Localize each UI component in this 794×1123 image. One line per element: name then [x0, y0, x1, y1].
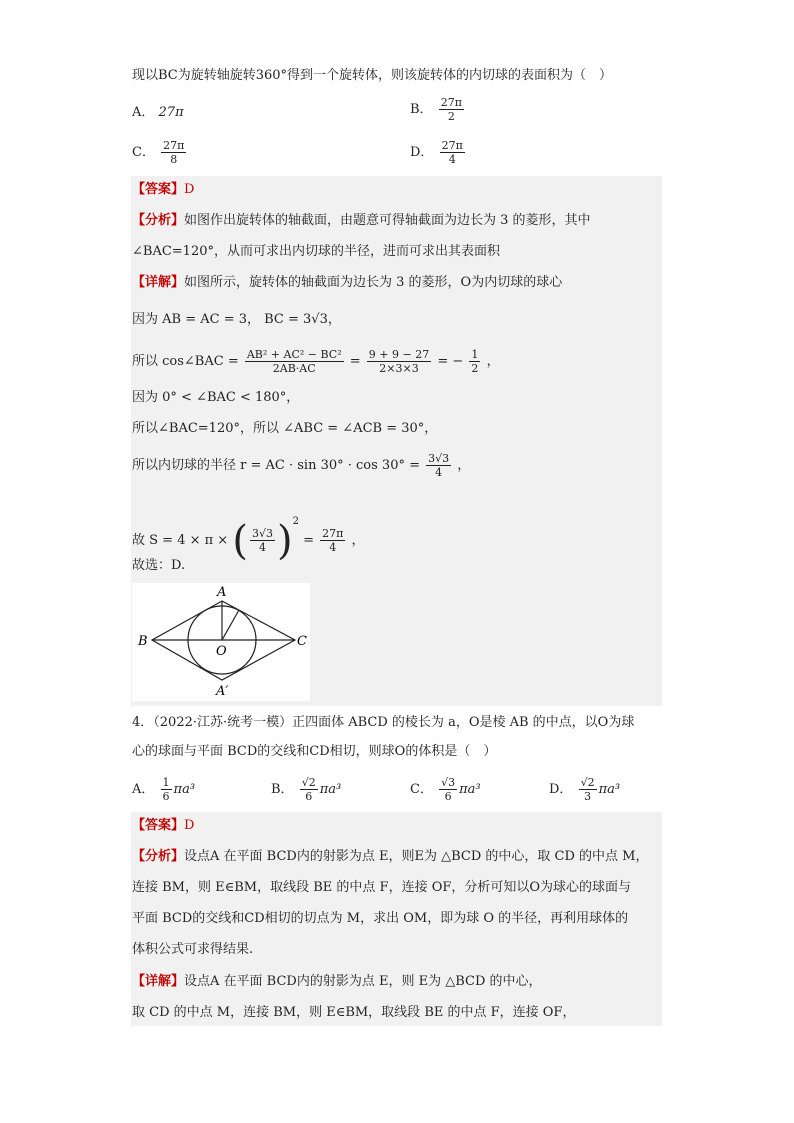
- frac-den: 6: [162, 790, 170, 803]
- q3-detail-4: 因为 0° < ∠BAC < 180°，: [132, 390, 300, 405]
- q3-detail-7: [132, 500, 365, 563]
- q4-stem-1: 4．（2022·江苏·统考一模）正四面体 ABCD 的棱长为 a，O是棱 AB 的中点，以O为球: [132, 715, 635, 730]
- q3-option-d: [410, 139, 467, 166]
- detail-tag: 【详解】: [132, 974, 185, 989]
- formula-fraction: [469, 348, 480, 375]
- exponent: 2: [292, 516, 299, 527]
- option-fraction: [300, 776, 318, 803]
- frac-den: 3: [584, 790, 592, 803]
- radius-line-tangent: [222, 610, 239, 640]
- q4-option-c: [410, 776, 481, 803]
- option-value: 27π: [158, 105, 184, 120]
- q3-choose: 故选：D.: [132, 558, 186, 573]
- q4-analysis-4: 体积公式可求得结果.: [132, 942, 254, 957]
- right-paren: ): [276, 517, 293, 564]
- frac-den: 2: [447, 110, 455, 123]
- q3-option-c: [132, 139, 188, 166]
- rhombus-figure: [132, 583, 310, 701]
- frac-num: 27π: [441, 139, 463, 152]
- option-label: A．: [132, 782, 155, 797]
- q4-detail-1: [132, 972, 542, 992]
- q3-stem: 现以BC为旋转轴旋转360°得到一个旋转体，则该旋转体的内切球的表面积为（ ）: [132, 68, 613, 83]
- q4-analysis-1: [132, 847, 648, 867]
- frac-den: 2: [471, 362, 479, 375]
- formula-text: 所以内切球的半径 r = AC · sin 30° · cos 30° =: [132, 458, 420, 473]
- analysis-text: 设点A 在平面 BCD内的射影为点 E，则E为 △BCD 的中心，取 CD 的中点 M，: [184, 849, 649, 864]
- label-c: C: [297, 634, 307, 649]
- option-label: C．: [132, 145, 155, 160]
- formula-text: ，: [457, 458, 471, 473]
- frac-den: 4: [448, 153, 456, 166]
- frac-num: √2: [301, 776, 316, 789]
- frac-num: 9 + 9 − 27: [368, 348, 430, 361]
- option-tail: πa³: [598, 782, 621, 797]
- frac-num: 27π: [322, 527, 344, 540]
- q3-detail-3: [132, 348, 500, 375]
- frac-num: √2: [580, 776, 595, 789]
- analysis-tag: 【分析】: [132, 213, 185, 228]
- frac-den: 6: [305, 790, 313, 803]
- q3-detail-2: 因为 AB = AC = 3， BC = 3√3，: [132, 312, 341, 327]
- frac-num: √3: [441, 776, 456, 789]
- formula-text: =: [349, 354, 361, 369]
- formula-fraction: [320, 527, 345, 554]
- frac-num: 27π: [163, 139, 185, 152]
- answer-value: D: [184, 818, 195, 833]
- q3-detail-6: [132, 452, 470, 479]
- option-fraction: [439, 776, 457, 803]
- option-fraction: [440, 139, 465, 166]
- option-fraction: [439, 96, 464, 123]
- detail-tag: 【详解】: [132, 275, 185, 290]
- formula-text: 故 S = 4 × π ×: [132, 533, 229, 548]
- option-label: B．: [271, 782, 294, 797]
- q3-detail-5: 所以∠BAC=120°，所以 ∠ABC = ∠ACB = 30°，: [132, 421, 438, 436]
- option-label: C．: [410, 782, 433, 797]
- q4-detail-2: 取 CD 的中点 M，连接 BM，则 E∈BM，取线段 BE 的中点 F，连接 OF，: [132, 1005, 576, 1020]
- option-fraction: [579, 776, 597, 803]
- frac-den: 4: [258, 541, 266, 554]
- q4-analysis-2: 连接 BM，则 E∈BM，取线段 BE 的中点 F，连接 OF，分析可知以O为球心的球面与: [132, 880, 632, 895]
- label-a: A: [217, 585, 227, 600]
- frac-num: 1: [471, 348, 479, 361]
- frac-num: 27π: [440, 96, 462, 109]
- q3-option-b: [410, 96, 466, 123]
- left-paren: (: [232, 517, 248, 564]
- analysis-tag: 【分析】: [132, 849, 185, 864]
- q4-analysis-3: 平面 BCD的交线和CD相切的切点为 M，求出 OM，即为球 O 的半径，再利用球体的: [132, 911, 629, 926]
- frac-den: 2AB·AC: [272, 362, 316, 375]
- option-tail: πa³: [459, 782, 481, 797]
- option-tail: πa³: [173, 782, 196, 797]
- q3-answer: [132, 180, 194, 200]
- frac-den: 8: [170, 153, 178, 166]
- option-label: A．: [132, 105, 155, 120]
- q3-analysis-1: [132, 211, 591, 231]
- answer-tag: 【答案】: [132, 818, 185, 833]
- option-label: B．: [410, 102, 433, 117]
- label-o: O: [216, 644, 227, 659]
- q3-analysis-2: ∠BAC=120°，从而可求出内切球的半径，进而可求出其表面积: [132, 244, 500, 259]
- analysis-text: 如图作出旋转体的轴截面，由题意可得轴截面为边长为 3 的菱形，其中: [184, 213, 591, 228]
- formula-fraction: [426, 452, 451, 479]
- frac-num: 3√3: [428, 452, 450, 465]
- formula-text: ，: [351, 533, 365, 548]
- q4-option-b: [271, 776, 341, 803]
- answer-value: D: [184, 182, 195, 197]
- formula-text: ，: [486, 354, 500, 369]
- frac-den: 2×3×3: [379, 362, 419, 375]
- formula-fraction: [367, 348, 431, 375]
- frac-num: 1: [162, 776, 170, 789]
- detail-text: 设点A 在平面 BCD内的射影为点 E，则 E为 △BCD 的中心，: [184, 974, 542, 989]
- option-label: D．: [549, 782, 573, 797]
- option-label: D．: [410, 145, 434, 160]
- formula-text: 所以 cos∠BAC =: [132, 354, 239, 369]
- frac-den: 4: [329, 541, 337, 554]
- frac-num: AB² + AC² − BC²: [246, 348, 342, 361]
- rhombus-diagram: [132, 583, 310, 701]
- q4-answer: [132, 816, 194, 836]
- q4-option-d: [549, 776, 620, 803]
- formula-fraction: [250, 527, 275, 554]
- option-fraction: [161, 776, 172, 803]
- frac-den: 4: [435, 466, 443, 479]
- q3-option-a: [132, 103, 184, 123]
- formula-text: = −: [437, 354, 464, 369]
- q3-detail-1: [132, 273, 562, 293]
- answer-tag: 【答案】: [132, 182, 185, 197]
- label-a-prime: A′: [216, 684, 229, 699]
- frac-den: 6: [444, 790, 452, 803]
- option-fraction: [161, 139, 186, 166]
- q4-stem-2: 心的球面与平面 BCD的交线和CD相切，则球O的体积是（ ）: [132, 744, 497, 759]
- formula-text: =: [303, 533, 314, 548]
- detail-text: 如图所示，旋转体的轴截面为边长为 3 的菱形，O为内切球的球心: [184, 275, 563, 290]
- label-b: B: [138, 634, 148, 649]
- option-tail: πa³: [319, 782, 342, 797]
- frac-num: 3√3: [251, 527, 273, 540]
- q4-option-a: [132, 776, 195, 803]
- formula-fraction: [245, 348, 344, 375]
